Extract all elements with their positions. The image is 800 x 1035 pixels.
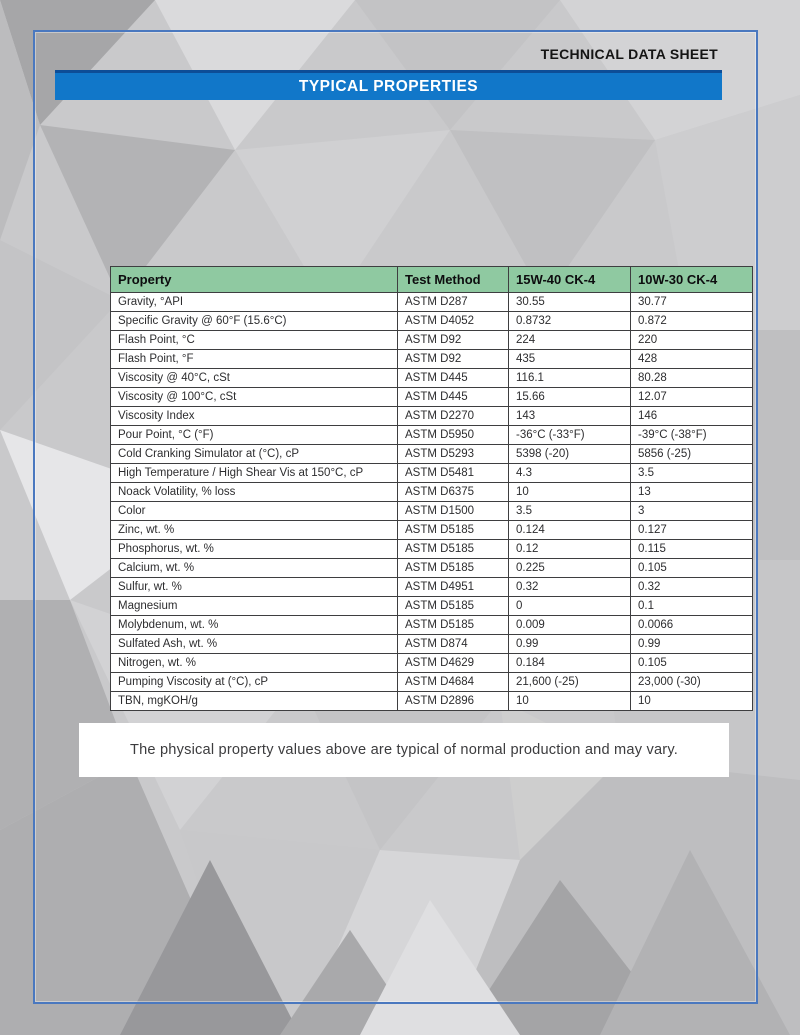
table-cell: 435 [509,350,631,369]
table-row [111,445,753,464]
table-cell: ASTM D445 [398,369,509,388]
table-cell: 0.99 [631,635,753,654]
table-cell: 0.105 [631,559,753,578]
table-cell: 224 [509,331,631,350]
table-cell: Pour Point, °C (°F) [111,426,398,445]
table-cell: Phosphorus, wt. % [111,540,398,559]
table-cell: TBN, mgKOH/g [111,692,398,711]
properties-table [110,266,753,711]
table-cell: ASTM D4684 [398,673,509,692]
table-cell: ASTM D5185 [398,521,509,540]
table-row [111,692,753,711]
footer-note-text: The physical property values above are typical of normal production and may vary. [129,742,679,758]
table-row [111,369,753,388]
table-cell: 10 [631,692,753,711]
table-cell: ASTM D5950 [398,426,509,445]
table-cell: 0.32 [631,578,753,597]
table-cell: 0.009 [509,616,631,635]
table-cell: Zinc, wt. % [111,521,398,540]
table-cell: 4.3 [509,464,631,483]
table-row [111,331,753,350]
table-cell: 0.99 [509,635,631,654]
table-cell: ASTM D5185 [398,559,509,578]
table-cell: Viscosity @ 40°C, cSt [111,369,398,388]
table-cell: ASTM D5185 [398,616,509,635]
table-cell: 21,600 (-25) [509,673,631,692]
table-cell: 0.12 [509,540,631,559]
table-cell: 5398 (-20) [509,445,631,464]
table-cell: 0 [509,597,631,616]
table-cell: 0.184 [509,654,631,673]
table-cell: 3.5 [509,502,631,521]
table-cell: 23,000 (-30) [631,673,753,692]
table-cell: ASTM D5185 [398,540,509,559]
section-banner [55,70,722,100]
table-cell: ASTM D4052 [398,312,509,331]
table-row [111,578,753,597]
column-header: Property [111,267,398,293]
table-cell: 0.0066 [631,616,753,635]
table-cell: ASTM D5185 [398,597,509,616]
column-header: Test Method [398,267,509,293]
table-cell: 428 [631,350,753,369]
table-cell: ASTM D1500 [398,502,509,521]
table-cell: 146 [631,407,753,426]
table-cell: -39°C (-38°F) [631,426,753,445]
table-row [111,312,753,331]
table-cell: 220 [631,331,753,350]
table-cell: 13 [631,483,753,502]
table-cell: 116.1 [509,369,631,388]
table-cell: 0.115 [631,540,753,559]
table-cell: Cold Cranking Simulator at (°C), cP [111,445,398,464]
table-cell: ASTM D874 [398,635,509,654]
table-row [111,559,753,578]
table-row [111,388,753,407]
table-cell: 5856 (-25) [631,445,753,464]
table-cell: 30.77 [631,293,753,312]
table-cell: 10 [509,692,631,711]
banner-title: TYPICAL PROPERTIES [298,77,479,95]
table-cell: ASTM D5481 [398,464,509,483]
table-cell: ASTM D2270 [398,407,509,426]
footer-note [79,723,729,777]
table-cell: ASTM D92 [398,331,509,350]
table-row [111,540,753,559]
table-cell: Pumping Viscosity at (°C), cP [111,673,398,692]
table-cell: 0.32 [509,578,631,597]
table-cell: Noack Volatility, % loss [111,483,398,502]
table-row [111,293,753,312]
table-cell: 3.5 [631,464,753,483]
table-row [111,483,753,502]
table-cell: 0.225 [509,559,631,578]
table-header [111,267,753,293]
table-cell: Specific Gravity @ 60°F (15.6°C) [111,312,398,331]
table-row [111,350,753,369]
table-cell: Gravity, °API [111,293,398,312]
table-cell: 10 [509,483,631,502]
table-cell: ASTM D6375 [398,483,509,502]
table-cell: Viscosity @ 100°C, cSt [111,388,398,407]
table-row [111,673,753,692]
table-cell: Flash Point, °C [111,331,398,350]
table-cell: 0.872 [631,312,753,331]
column-header: 15W-40 CK-4 [509,267,631,293]
table-row [111,616,753,635]
table-cell: ASTM D287 [398,293,509,312]
table-body [111,293,753,711]
table-row [111,502,753,521]
table-cell: 3 [631,502,753,521]
table-cell: 15.66 [509,388,631,407]
table-cell: ASTM D4951 [398,578,509,597]
table-cell: 0.127 [631,521,753,540]
table-cell: Magnesium [111,597,398,616]
table-row [111,654,753,673]
table-cell: ASTM D5293 [398,445,509,464]
table-cell: 0.1 [631,597,753,616]
table-cell: Color [111,502,398,521]
table-cell: 143 [509,407,631,426]
table-cell: ASTM D4629 [398,654,509,673]
table-cell: 0.105 [631,654,753,673]
table-row [111,635,753,654]
table-row [111,464,753,483]
table-cell: ASTM D445 [398,388,509,407]
table-cell: Sulfur, wt. % [111,578,398,597]
table-cell: 0.124 [509,521,631,540]
table-cell: ASTM D92 [398,350,509,369]
table-header-row [111,267,753,293]
table-cell: 0.8732 [509,312,631,331]
table-cell: 80.28 [631,369,753,388]
table-row [111,521,753,540]
table-cell: 12.07 [631,388,753,407]
table-cell: -36°C (-33°F) [509,426,631,445]
table-cell: Viscosity Index [111,407,398,426]
table-cell: Calcium, wt. % [111,559,398,578]
table-cell: Nitrogen, wt. % [111,654,398,673]
column-header: 10W-30 CK-4 [631,267,753,293]
table-cell: Sulfated Ash, wt. % [111,635,398,654]
table-row [111,597,753,616]
table-cell: Flash Point, °F [111,350,398,369]
table-cell: ASTM D2896 [398,692,509,711]
table-cell: Molybdenum, wt. % [111,616,398,635]
table-cell: 30.55 [509,293,631,312]
table-cell: High Temperature / High Shear Vis at 150°C, cP [111,464,398,483]
doc-type-label: TECHNICAL DATA SHEET [540,46,718,62]
table-row [111,426,753,445]
table-row [111,407,753,426]
